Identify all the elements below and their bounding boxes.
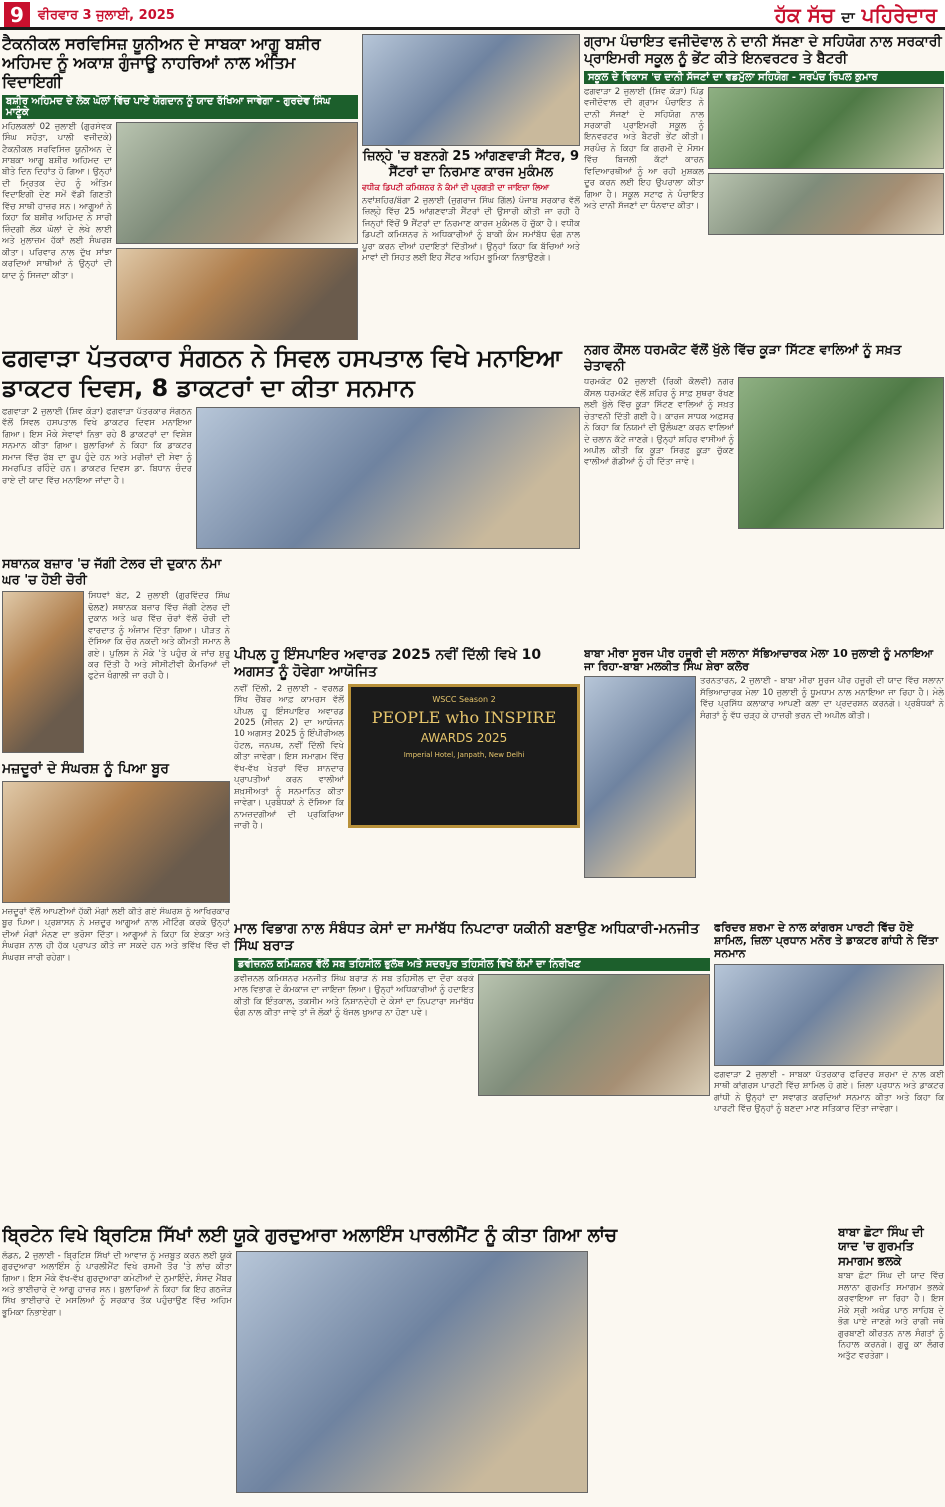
page-number: 9: [4, 2, 30, 28]
article-body: ਨਵਾਂਸ਼ਹਿਰ/ਬੰਗਾ 2 ਜੁਲਾਈ (ਜੁਗਰਾਜ ਸਿੰਘ ਗਿੱਲ) ਪੰਜਾਬ ਸਰਕਾਰ ਵੱਲੋਂ ਜ਼ਿਲ੍ਹੇ ਵਿੱਚ 25 ਆਂਗਣਵਾੜੀ ਸੈਂਟਰਾਂ ਦੀ ਉਸਾਰੀ ਕੀਤੀ ਜਾ ਰਹੀ ਹੈ ਜਿਨ੍ਹਾਂ ਵਿੱਚੋਂ 9 ਸੈਂਟਰਾਂ ਦਾ ਨਿਰਮਾਣ ਕਾਰਜ ਮੁਕੰਮਲ ਹੋ ਚੁੱਕਾ ਹੈ। ਵਧੀਕ ਡਿਪਟੀ ਕਮਿਸ਼ਨਰ ਨੇ ਅਧਿਕਾਰੀਆਂ ਨੂੰ ਬਾਕੀ ਕੰਮ ਸਮਾਂਬੱਧ ਢੰਗ ਨਾਲ ਪੂਰਾ ਕਰਨ ਦੀਆਂ ਹਦਾਇਤਾਂ ਦਿੱਤੀਆਂ। ਉਨ੍ਹਾਂ ਕਿਹਾ ਕਿ ਬੱਚਿਆਂ ਅਤੇ ਮਾਵਾਂ ਦੀ ਸਿਹਤ ਲਈ ਇਹ ਸੈਂਟਰ ਅਹਿਮ ਭੂਮਿਕਾ ਨਿਭਾਉਣਗੇ।: [362, 195, 580, 264]
commissioner-inspection-photo: [478, 974, 710, 1096]
funeral-procession-photo: [116, 248, 358, 340]
article-technical-union-leader: [2, 34, 358, 340]
funeral-group-photo: [116, 122, 358, 244]
article-body: ਤਰਨਤਾਰਨ, 2 ਜੁਲਾਈ - ਬਾਬਾ ਮੀਰਾ ਸੂਰਜ ਪੀਰ ਹਜੂਰੀ ਦੀ ਯਾਦ ਵਿੱਚ ਸਲਾਨਾ ਸੱਭਿਆਚਾਰਕ ਮੇਲਾ 10 ਜੁਲਾਈ ਨੂੰ ਧੂਮਧਾਮ ਨਾਲ ਮਨਾਇਆ ਜਾ ਰਿਹਾ ਹੈ। ਮੇਲੇ ਵਿੱਚ ਪ੍ਰਸਿੱਧ ਕਲਾਕਾਰ ਆਪਣੀ ਕਲਾ ਦਾ ਪ੍ਰਦਰਸ਼ਨ ਕਰਨਗੇ। ਪ੍ਰਬੰਧਕਾਂ ਨੇ ਸੰਗਤਾਂ ਨੂੰ ਵੱਧ ਚੜ੍ਹ ਕੇ ਹਾਜ਼ਰੀ ਭਰਨ ਦੀ ਅਪੀਲ ਕੀਤੀ।: [700, 676, 944, 721]
article-doctors-day: [2, 343, 580, 553]
anganwadi-event-photo: [362, 34, 580, 146]
parliament-launch-photo: [236, 1251, 588, 1493]
shrine-photo: [584, 676, 696, 878]
awards-title: PEOPLE who INSPIRE: [371, 707, 557, 727]
article-headline: ਬਾਬਾ ਮੀਰਾ ਸੂਰਜ ਪੀਰ ਹਜੂਰੀ ਦੀ ਸਲਾਨਾ ਸੱਭਿਆਚਾਰਕ ਮੇਲਾ 10 ਜੁਲਾਈ ਨੂੰ ਮਨਾਇਆ ਜਾ ਰਿਹਾ-ਬਾਬਾ ਮਲਕੀਤ ਸਿੰਘ ਸ਼ੇਰਾ ਕਲੋਰ: [584, 647, 934, 674]
article-body: ਸਿਧਵਾਂ ਬੇਟ, 2 ਜੁਲਾਈ (ਗੁਰਵਿੰਦਰ ਸਿੰਘ ਢੋਲਣ) ਸਥਾਨਕ ਬਜ਼ਾਰ ਵਿੱਚ ਜੱਗੀ ਟੇਲਰ ਦੀ ਦੁਕਾਨ ਅਤੇ ਘਰ ਵਿੱਚ ਚੋਰਾਂ ਵੱਲੋਂ ਚੋਰੀ ਦੀ ਵਾਰਦਾਤ ਨੂੰ ਅੰਜਾਮ ਦਿੱਤਾ ਗਿਆ। ਪੀੜਤ ਨੇ ਦੱਸਿਆ ਕਿ ਚੋਰ ਨਕਦੀ ਅਤੇ ਕੀਮਤੀ ਸਮਾਨ ਲੈ ਗਏ। ਪੁਲਿਸ ਨੇ ਮੌਕੇ 'ਤੇ ਪਹੁੰਚ ਕੇ ਜਾਂਚ ਸ਼ੁਰੂ ਕਰ ਦਿੱਤੀ ਹੈ ਅਤੇ ਸੀਸੀਟੀਵੀ ਕੈਮਰਿਆਂ ਦੀ ਫੁਟੇਜ ਖੰਗਾਲੀ ਜਾ ਰਹੀ ਹੈ।: [88, 591, 230, 682]
article-school-inverter: [584, 34, 944, 340]
article-body: ਨਵੀਂ ਦਿੱਲੀ, 2 ਜੁਲਾਈ - ਵਰਲਡ ਸਿੱਖ ਚੈਂਬਰ ਆਫ਼ ਕਾਮਰਸ ਵੱਲੋਂ ਪੀਪਲ ਹੂ ਇੰਸਪਾਇਰ ਅਵਾਰਡ 2025 (ਸੀਜ਼ਨ 2) ਦਾ ਆਯੋਜਨ 10 ਅਗਸਤ 2025 ਨੂੰ ਇੰਪੀਰੀਅਲ ਹੋਟਲ, ਜਨਪਥ, ਨਵੀਂ ਦਿੱਲੀ ਵਿਖੇ ਕੀਤਾ ਜਾਵੇਗਾ। ਇਸ ਸਮਾਗਮ ਵਿੱਚ ਵੱਖ-ਵੱਖ ਖੇਤਰਾਂ ਵਿੱਚ ਸ਼ਾਨਦਾਰ ਪ੍ਰਾਪਤੀਆਂ ਕਰਨ ਵਾਲੀਆਂ ਸ਼ਖ਼ਸੀਅਤਾਂ ਨੂੰ ਸਨਮਾਨਿਤ ਕੀਤਾ ਜਾਵੇਗਾ। ਪ੍ਰਬੰਧਕਾਂ ਨੇ ਦੱਸਿਆ ਕਿ ਨਾਮਜ਼ਦਗੀਆਂ ਦੀ ਪ੍ਰਕਿਰਿਆ ਜਾਰੀ ਹੈ।: [234, 683, 344, 832]
article-headline: ਬਾਬਾ ਛੋਟਾ ਸਿੰਘ ਦੀ ਯਾਦ 'ਚ ਗੁਰਮਤਿ ਸਮਾਗਮ ਭਲਕੇ: [838, 1225, 924, 1268]
article-headline: ਟੈਕਨੀਕਲ ਸਰਵਿਸਿਜ਼ ਯੂਨੀਅਨ ਦੇ ਸਾਬਕਾ ਆਗੂ ਬਸ਼ੀਰ ਅਹਿਮਦ ਨੂੰ ਅਕਾਸ਼ ਗੁੰਜਾਊ ਨਾਹਰਿਆਂ ਨਾਲ ਅੰਤਿਮ ਵਿਦਾਇਗੀ: [2, 34, 321, 92]
article-baba-chhota-singh: [838, 1225, 944, 1505]
article-headline: ਨਗਰ ਕੌਂਸਲ ਧਰਮਕੋਟ ਵੱਲੋਂ ਖੁੱਲੇ ਵਿੱਚ ਕੂੜਾ ਸਿੱਟਣ ਵਾਲਿਆਂ ਨੂੰ ਸਖ਼ਤ ਚੇਤਾਵਨੀ: [584, 343, 902, 374]
article-subhead: ਬਸ਼ੀਰ ਅਹਿਮਦ ਦੇ ਲੋਕ ਘੋਲਾਂ ਵਿੱਚ ਪਾਏ ਯੋਗਦਾਨ ਨੂੰ ਯਾਦ ਰੱਖਿਆ ਜਾਵੇਗਾ - ਗੁਰਦੇਵ ਸਿੰਘ ਮਾਣੂੰਕੇ: [2, 95, 358, 119]
article-headline: ਸਥਾਨਕ ਬਜ਼ਾਰ 'ਚ ਜੱਗੀ ਟੇਲਰ ਦੀ ਦੁਕਾਨ ਨੰਮਾ ਘਰ 'ਚ ਹੋਈ ਚੋਰੀ: [2, 557, 222, 588]
garbage-dump-photo: [738, 377, 944, 529]
article-headline: ਮਾਲ ਵਿਭਾਗ ਨਾਲ ਸੰਬੰਧਤ ਕੇਸਾਂ ਦਾ ਸਮਾਂਬੱਧ ਨਿਪਟਾਰਾ ਯਕੀਨੀ ਬਣਾਉਣ ਅਧਿਕਾਰੀ-ਮਨਜੀਤ ਸਿੰਘ ਬਰਾੜ: [234, 921, 700, 954]
theft-scene-photo: [2, 591, 84, 753]
article-headline: ਗ੍ਰਾਮ ਪੰਚਾਇਤ ਵਜੀਦੋਵਾਲ ਨੇ ਦਾਨੀ ਸੱਜਣਾ ਦੇ ਸਹਿਯੋਗ ਨਾਲ ਸਰਕਾਰੀ ਪ੍ਰਾਇਮਰੀ ਸਕੂਲ ਨੂੰ ਭੇਂਟ ਕੀਤੇ ਇਨਵਰਟਰ ਤੇ ਬੈਟਰੀ: [584, 34, 942, 67]
article-headline: ਜ਼ਿਲ੍ਹੇ 'ਚ ਬਣਨਗੇ 25 ਆਂਗਣਵਾੜੀ ਸੈਂਟਰ, 9 ਸੈਂਟਰਾਂ ਦਾ ਨਿਰਮਾਣ ਕਾਰਜ ਮੁਕੰਮਲ: [362, 149, 580, 180]
article-headline: ਫਗਵਾੜਾ ਪੱਤਰਕਾਰ ਸੰਗਠਨ ਨੇ ਸਿਵਲ ਹਸਪਤਾਲ ਵਿਖੇ ਮਨਾਇਆ ਡਾਕਟਰ ਦਿਵਸ, 8 ਡਾਕਟਰਾਂ ਦਾ ਕੀਤਾ ਸਨਮਾਨ: [2, 344, 562, 402]
article-subhead: ਸਕੂਲ ਦੇ ਵਿਕਾਸ 'ਚ ਦਾਨੀ ਸੱਜਣਾਂ ਦਾ ਵਡਮੁੱਲਾ ਸਹਿਯੋਗ - ਸਰਪੰਚ ਰਿਪਲ ਕੁਮਾਰ: [584, 71, 944, 84]
congress-event-photo: [714, 964, 944, 1066]
issue-date: ਵੀਰਵਾਰ 3 ਜੁਲਾਈ, 2025: [38, 8, 175, 23]
article-congress-joining: [714, 921, 944, 1221]
article-body: ਡਵੀਜ਼ਨਲ ਕਮਿਸ਼ਨਰ ਮਨਜੀਤ ਸਿੰਘ ਬਰਾੜ ਨੇ ਸਬ ਤਹਿਸੀਲ ਦਾ ਦੌਰਾ ਕਰਕੇ ਮਾਲ ਵਿਭਾਗ ਦੇ ਕੰਮਕਾਜ ਦਾ ਜਾਇਜ਼ਾ ਲਿਆ। ਉਨ੍ਹਾਂ ਅਧਿਕਾਰੀਆਂ ਨੂੰ ਹਦਾਇਤ ਕੀਤੀ ਕਿ ਇੰਤਕਾਲ, ਤਕਸੀਮ ਅਤੇ ਨਿਸ਼ਾਨਦੇਹੀ ਦੇ ਕੇਸਾਂ ਦਾ ਨਿਪਟਾਰਾ ਸਮਾਂਬੱਧ ਢੰਗ ਨਾਲ ਕੀਤਾ ਜਾਵੇ ਤਾਂ ਜੋ ਲੋਕਾਂ ਨੂੰ ਖੱਜਲ ਖੁਆਰ ਨਾ ਹੋਣਾ ਪਵੇ।: [234, 973, 474, 1018]
article-labourers-struggle: [2, 761, 230, 1111]
school-donation-photo: [708, 87, 944, 169]
article-tailor-theft: [2, 557, 230, 757]
paper-name-mid: ਦਾ: [841, 10, 855, 26]
article-subhead: ਵਧੀਕ ਡਿਪਟੀ ਕਮਿਸ਼ਨਰ ਨੇ ਕੰਮਾਂ ਦੀ ਪ੍ਰਗਤੀ ਦਾ ਜਾਇਜ਼ਾ ਲਿਆ: [362, 183, 550, 193]
awards-season: WSCC Season 2: [432, 694, 496, 704]
article-headline: ਫਰਿਦਰ ਸ਼ਰਮਾ ਦੇ ਨਾਲ ਕਾਂਗਰਸ ਪਾਰਟੀ ਵਿੱਚ ਹੋਏ ਸ਼ਾਮਿਲ, ਜ਼ਿਲਾ ਪ੍ਰਧਾਨ ਮਨੋਰ ਤੇ ਡਾਕਟਰ ਗਾਂਧੀ ਨੇ ਦਿੱਤਾ ਸਨਮਾਨ: [714, 921, 939, 961]
newspaper-name: [775, 0, 937, 30]
article-subhead: ਡਵੀਜ਼ਨਲ ਕਮਿਸ਼ਨਰ ਵੱਲੋਂ ਸਬ ਤਹਿਸੀਲ ਭੁਲੱਥ ਅਤੇ ਸਦਰਪੁਰ ਤਹਿਸੀਲ ਵਿਖੇ ਕੰਮਾਂ ਦਾ ਨਿਰੀਖਣ: [234, 958, 710, 971]
article-body: ਫਗਵਾੜਾ 2 ਜੁਲਾਈ (ਸ਼ਿਵ ਕੋੜਾ) ਪਿੰਡ ਵਜੀਦੋਵਾਲ ਦੀ ਗ੍ਰਾਮ ਪੰਚਾਇਤ ਨੇ ਦਾਨੀ ਸੱਜਣਾਂ ਦੇ ਸਹਿਯੋਗ ਨਾਲ ਸਰਕਾਰੀ ਪ੍ਰਾਇਮਰੀ ਸਕੂਲ ਨੂੰ ਇਨਵਰਟਰ ਅਤੇ ਬੈਟਰੀ ਭੇਂਟ ਕੀਤੀ। ਸਰਪੰਚ ਨੇ ਕਿਹਾ ਕਿ ਗਰਮੀ ਦੇ ਮੌਸਮ ਵਿੱਚ ਬਿਜਲੀ ਕੱਟਾਂ ਕਾਰਨ ਵਿਦਿਆਰਥੀਆਂ ਨੂੰ ਆ ਰਹੀ ਮੁਸ਼ਕਲ ਦੂਰ ਕਰਨ ਲਈ ਇਹ ਉਪਰਾਲਾ ਕੀਤਾ ਗਿਆ ਹੈ। ਸਕੂਲ ਸਟਾਫ ਨੇ ਪੰਚਾਇਤ ਅਤੇ ਦਾਨੀ ਸੱਜਣਾਂ ਦਾ ਧੰਨਵਾਦ ਕੀਤਾ।: [584, 86, 704, 212]
article-revenue-cases: [234, 921, 710, 1111]
article-body: ਧਰਮਕੋਟ 02 ਜੁਲਾਈ (ਰਿਕੀ ਕੈਲਵੀ) ਨਗਰ ਕੌਂਸਲ ਧਰਮਕੋਟ ਵੱਲੋਂ ਸ਼ਹਿਰ ਨੂੰ ਸਾਫ਼ ਸੁਥਰਾ ਰੱਖਣ ਲਈ ਖੁੱਲੇ ਵਿੱਚ ਕੂੜਾ ਸਿੱਟਣ ਵਾਲਿਆਂ ਨੂੰ ਸਖ਼ਤ ਚੇਤਾਵਨੀ ਦਿੱਤੀ ਗਈ ਹੈ। ਕਾਰਜ ਸਾਧਕ ਅਫ਼ਸਰ ਨੇ ਕਿਹਾ ਕਿ ਨਿਯਮਾਂ ਦੀ ਉਲੰਘਣਾ ਕਰਨ ਵਾਲਿਆਂ ਦੇ ਚਲਾਨ ਕੱਟੇ ਜਾਣਗੇ। ਉਨ੍ਹਾਂ ਸ਼ਹਿਰ ਵਾਸੀਆਂ ਨੂੰ ਅਪੀਲ ਕੀਤੀ ਕਿ ਕੂੜਾ ਸਿਰਫ਼ ਕੂੜਾ ਚੁੱਕਣ ਵਾਲੀਆਂ ਗੱਡੀਆਂ ਨੂੰ ਹੀ ਦਿੱਤਾ ਜਾਵੇ।: [584, 377, 734, 468]
masthead: [0, 0, 945, 30]
article-baba-mira-mela: [584, 647, 944, 917]
article-body: ਬਾਬਾ ਛੋਟਾ ਸਿੰਘ ਦੀ ਯਾਦ ਵਿੱਚ ਸਲਾਨਾ ਗੁਰਮਤਿ ਸਮਾਗਮ ਭਲਕੇ ਕਰਵਾਇਆ ਜਾ ਰਿਹਾ ਹੈ। ਇਸ ਮੌਕੇ ਸ੍ਰੀ ਅਖੰਡ ਪਾਠ ਸਾਹਿਬ ਦੇ ਭੋਗ ਪਾਏ ਜਾਣਗੇ ਅਤੇ ਰਾਗੀ ਜਥੇ ਗੁਰਬਾਣੀ ਕੀਰਤਨ ਨਾਲ ਸੰਗਤਾਂ ਨੂੰ ਨਿਹਾਲ ਕਰਨਗੇ। ਗੁਰੂ ਕਾ ਲੰਗਰ ਅਤੁੱਟ ਵਰਤੇਗਾ।: [838, 1271, 944, 1362]
article-body: ਲੰਡਨ, 2 ਜੁਲਾਈ - ਬ੍ਰਿਟਿਸ਼ ਸਿੱਖਾਂ ਦੀ ਆਵਾਜ਼ ਨੂੰ ਮਜ਼ਬੂਤ ਕਰਨ ਲਈ ਯੂਕੇ ਗੁਰਦੁਆਰਾ ਅਲਾਇੰਸ ਨੂੰ ਪਾਰਲੀਮੈਂਟ ਵਿਖੇ ਰਸਮੀ ਤੌਰ 'ਤੇ ਲਾਂਚ ਕੀਤਾ ਗਿਆ। ਇਸ ਮੌਕੇ ਵੱਖ-ਵੱਖ ਗੁਰਦੁਆਰਾ ਕਮੇਟੀਆਂ ਦੇ ਨੁਮਾਇੰਦੇ, ਸੰਸਦ ਮੈਂਬਰ ਅਤੇ ਭਾਈਚਾਰੇ ਦੇ ਆਗੂ ਹਾਜ਼ਰ ਸਨ। ਬੁਲਾਰਿਆਂ ਨੇ ਕਿਹਾ ਕਿ ਇਹ ਗਠਜੋੜ ਸਿੱਖ ਭਾਈਚਾਰੇ ਦੇ ਮਸਲਿਆਂ ਨੂੰ ਸਰਕਾਰ ਤੱਕ ਪਹੁੰਚਾਉਣ ਵਿੱਚ ਅਹਿਮ ਭੂਮਿਕਾ ਨਿਭਾਏਗਾ।: [2, 1250, 232, 1318]
paper-name-right: ਪਹਿਰੇਦਾਰ: [861, 3, 937, 27]
awards-logo: [348, 684, 580, 828]
article-body: ਮਹਿਲਕਲਾਂ 02 ਜੁਲਾਈ (ਗੁਰਸੇਵਕ ਸਿੰਘ ਸਹੋਤਾ, ਪਾਲੀ ਵਜੀਦਕੇ) ਟੈਕਨੀਕਲ ਸਰਵਿਸਿਜ਼ ਯੂਨੀਅਨ ਦੇ ਸਾਬਕਾ ਆਗੂ ਬਸ਼ੀਰ ਅਹਿਮਦ ਦਾ ਬੀਤੇ ਦਿਨ ਦਿਹਾਂਤ ਹੋ ਗਿਆ। ਉਨ੍ਹਾਂ ਦੀ ਮ੍ਰਿਤਕ ਦੇਹ ਨੂੰ ਅੰਤਿਮ ਵਿਦਾਇਗੀ ਦੇਣ ਸਮੇਂ ਵੱਡੀ ਗਿਣਤੀ ਵਿੱਚ ਸਾਥੀ ਹਾਜ਼ਰ ਸਨ। ਆਗੂਆਂ ਨੇ ਕਿਹਾ ਕਿ ਬਸ਼ੀਰ ਅਹਿਮਦ ਨੇ ਸਾਰੀ ਜ਼ਿੰਦਗੀ ਲੋਕ ਘੋਲਾਂ ਦੇ ਲੇਖੇ ਲਾਈ ਅਤੇ ਮੁਲਾਜ਼ਮ ਹੱਕਾਂ ਲਈ ਸੰਘਰਸ਼ ਕੀਤਾ। ਪਰਿਵਾਰ ਨਾਲ ਦੁੱਖ ਸਾਂਝਾ ਕਰਦਿਆਂ ਸਾਥੀਆਂ ਨੇ ਉਨ੍ਹਾਂ ਦੀ ਯਾਦ ਨੂੰ ਸਿਜਦਾ ਕੀਤਾ।: [2, 121, 112, 281]
article-body: ਫਗਵਾੜਾ 2 ਜੁਲਾਈ - ਸਾਬਕਾ ਪੱਤਰਕਾਰ ਫਰਿਦਰ ਸ਼ਰਮਾ ਦੇ ਨਾਲ ਕਈ ਸਾਥੀ ਕਾਂਗਰਸ ਪਾਰਟੀ ਵਿੱਚ ਸ਼ਾਮਿਲ ਹੋ ਗਏ। ਜ਼ਿਲਾ ਪ੍ਰਧਾਨ ਅਤੇ ਡਾਕਟਰ ਗਾਂਧੀ ਨੇ ਉਨ੍ਹਾਂ ਦਾ ਸਵਾਗਤ ਕਰਦਿਆਂ ਸਨਮਾਨ ਕੀਤਾ ਅਤੇ ਕਿਹਾ ਕਿ ਪਾਰਟੀ ਵਿੱਚ ਉਨ੍ਹਾਂ ਨੂੰ ਬਣਦਾ ਮਾਣ ਸਤਿਕਾਰ ਦਿੱਤਾ ਜਾਵੇਗਾ।: [714, 1069, 944, 1114]
paper-name-left: ਹੱਕ ਸੱਚ: [774, 3, 835, 27]
doctors-day-photo: [196, 407, 580, 549]
awards-year: AWARDS 2025: [420, 730, 508, 745]
labour-protest-photo: [2, 781, 230, 903]
article-headline: ਮਜ਼ਦੂਰਾਂ ਦੇ ਸੰਘਰਸ਼ ਨੂੰ ਪਿਆ ਬੂਰ: [2, 761, 169, 777]
article-uk-gurdwara-alliance: [2, 1225, 834, 1505]
article-garbage-warning: [584, 343, 944, 643]
school-inverter-photo: [708, 173, 944, 235]
article-headline: ਬ੍ਰਿਟੇਨ ਵਿਖੇ ਬ੍ਰਿਟਿਸ਼ ਸਿੱਖਾਂ ਲਈ ਯੂਕੇ ਗੁਰਦੁਆਰਾ ਅਲਾਇੰਸ ਪਾਰਲੀਮੈਂਟ ਨੂੰ ਕੀਤਾ ਗਿਆ ਲਾਂਚ: [2, 1225, 617, 1246]
article-body: ਫਗਵਾੜਾ 2 ਜੁਲਾਈ (ਸ਼ਿਵ ਕੋੜਾ) ਫਗਵਾੜਾ ਪੱਤਰਕਾਰ ਸੰਗਠਨ ਵੱਲੋਂ ਸਿਵਲ ਹਸਪਤਾਲ ਵਿਖੇ ਡਾਕਟਰ ਦਿਵਸ ਮਨਾਇਆ ਗਿਆ। ਇਸ ਮੌਕੇ ਸੇਵਾਵਾਂ ਨਿਭਾ ਰਹੇ 8 ਡਾਕਟਰਾਂ ਦਾ ਵਿਸ਼ੇਸ਼ ਸਨਮਾਨ ਕੀਤਾ ਗਿਆ। ਬੁਲਾਰਿਆਂ ਨੇ ਕਿਹਾ ਕਿ ਡਾਕਟਰ ਸਮਾਜ ਵਿੱਚ ਰੱਬ ਦਾ ਰੂਪ ਹੁੰਦੇ ਹਨ ਅਤੇ ਮਰੀਜ਼ਾਂ ਦੀ ਸੇਵਾ ਨੂੰ ਸਮਰਪਿਤ ਰਹਿੰਦੇ ਹਨ। ਡਾਕਟਰ ਦਿਵਸ ਡਾ. ਬਿਧਾਨ ਚੰਦਰ ਰਾਏ ਦੀ ਯਾਦ ਵਿੱਚ ਮਨਾਇਆ ਜਾਂਦਾ ਹੈ।: [2, 407, 192, 486]
article-people-who-inspire: [234, 647, 580, 917]
awards-venue: Imperial Hotel, Janpath, New Delhi: [403, 750, 525, 759]
article-headline: ਪੀਪਲ ਹੂ ਇੰਸਪਾਇਰ ਅਵਾਰਡ 2025 ਨਵੀਂ ਦਿੱਲੀ ਵਿਖੇ 10 ਅਗਸਤ ਨੂੰ ਹੋਵੇਗਾ ਆਯੋਜਿਤ: [234, 647, 542, 680]
article-body: ਮਜ਼ਦੂਰਾਂ ਵੱਲੋਂ ਆਪਣੀਆਂ ਹੱਕੀ ਮੰਗਾਂ ਲਈ ਕੀਤੇ ਗਏ ਸੰਘਰਸ਼ ਨੂੰ ਆਖਿਰਕਾਰ ਬੂਰ ਪਿਆ। ਪ੍ਰਸ਼ਾਸਨ ਨੇ ਮਜ਼ਦੂਰ ਆਗੂਆਂ ਨਾਲ ਮੀਟਿੰਗ ਕਰਕੇ ਉਨ੍ਹਾਂ ਦੀਆਂ ਮੰਗਾਂ ਮੰਨਣ ਦਾ ਭਰੋਸਾ ਦਿੱਤਾ। ਆਗੂਆਂ ਨੇ ਕਿਹਾ ਕਿ ਏਕਤਾ ਅਤੇ ਸੰਘਰਸ਼ ਨਾਲ ਹੀ ਹੱਕ ਪ੍ਰਾਪਤ ਕੀਤੇ ਜਾ ਸਕਦੇ ਹਨ ਅਤੇ ਭਵਿੱਖ ਵਿੱਚ ਵੀ ਸੰਘਰਸ਼ ਜਾਰੀ ਰਹੇਗਾ।: [2, 906, 230, 963]
article-anganwadi-centres: [362, 34, 580, 340]
